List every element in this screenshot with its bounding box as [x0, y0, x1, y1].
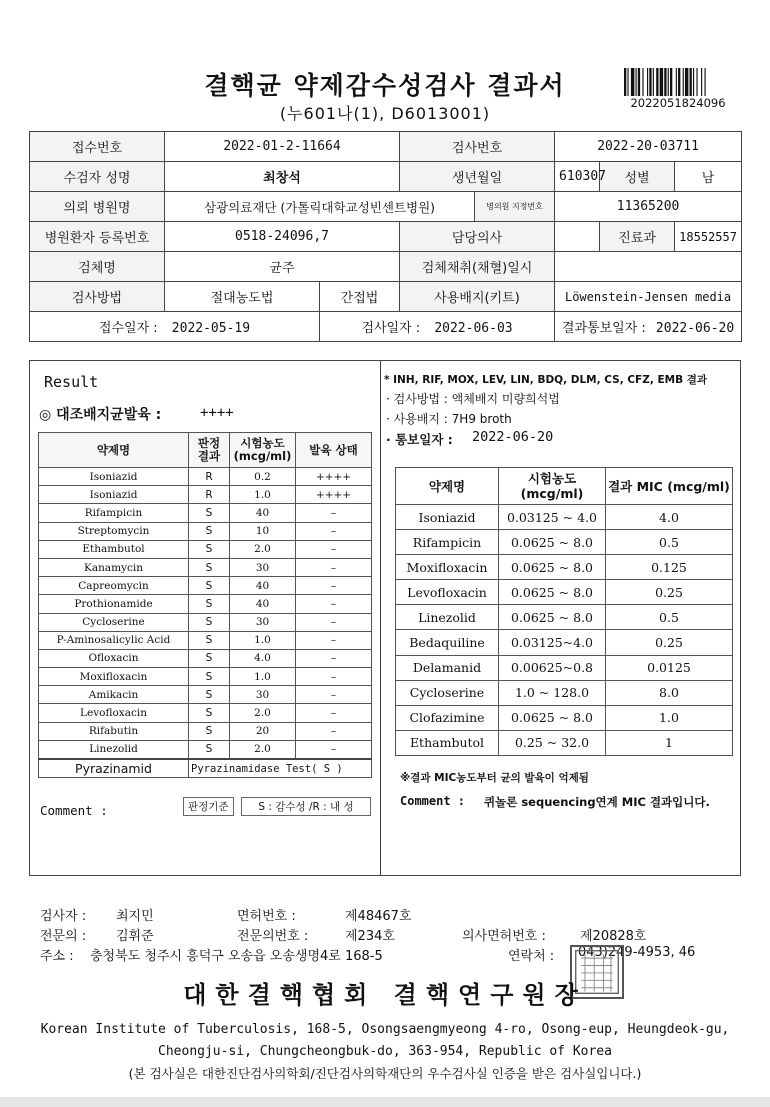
specimen-label: 검체명 [30, 252, 165, 282]
sex-value: 남 [675, 162, 742, 192]
hospital-value: 삼광의료재단 (가톨릭대학교성빈센트병원) [165, 192, 475, 222]
lt-header-row [39, 433, 372, 468]
barcode-image [624, 68, 732, 96]
receipt-no-label: 접수번호 [30, 132, 165, 162]
lt-result: R [189, 486, 230, 504]
lt-result: S [189, 649, 230, 667]
right-comment-label: Comment : [400, 794, 466, 808]
method-value-2: 간접법 [320, 282, 400, 312]
patient-info-table [29, 131, 742, 342]
lt-row [39, 504, 372, 522]
lt-growth: – [296, 686, 372, 704]
lt-drug: Moxifloxacin [39, 668, 189, 686]
lt-conc: 10 [230, 522, 296, 540]
lt-drug: Streptomycin [39, 522, 189, 540]
lt-conc: 1.0 [230, 486, 296, 504]
row-receipt [30, 132, 742, 162]
license-value: 제48467호 [345, 909, 412, 924]
lt-conc: 20 [230, 722, 296, 740]
lt-growth: – [296, 540, 372, 558]
dept-label: 진료과 [600, 222, 675, 252]
rt-drug: Linezolid [396, 605, 499, 630]
lt-result: S [189, 704, 230, 722]
rt-row [396, 580, 733, 605]
lt-conc: 2.0 [230, 740, 296, 759]
lt-drug: Kanamycin [39, 558, 189, 576]
dob-label: 생년월일 [400, 162, 555, 192]
patient-reg-value: 0518-24096,7 [165, 222, 400, 252]
address-value: 충청북도 청주시 흥덕구 오송읍 오송생명4로 168-5 [90, 949, 383, 964]
lt-growth: – [296, 649, 372, 667]
method-label: 검사방법 [30, 282, 165, 312]
lt-growth: ++++ [296, 468, 372, 486]
rt-drug: Isoniazid [396, 505, 499, 530]
doctor-label: 담당의사 [400, 222, 555, 252]
lt-growth: ++++ [296, 486, 372, 504]
lt-col-drug: 약제명 [39, 433, 189, 468]
spec-no-value: 제234호 [345, 929, 395, 944]
lt-drug: P-Aminosalicylic Acid [39, 631, 189, 649]
rt-range: 0.0625 ~ 8.0 [499, 530, 606, 555]
lt-row [39, 540, 372, 558]
lt-row [39, 613, 372, 631]
row-dates [30, 312, 742, 342]
rt-row [396, 505, 733, 530]
lt-result: S [189, 577, 230, 595]
right-comment-text: 퀴놀론 sequencing연계 MIC 결과입니다. [484, 795, 710, 809]
bottom-edge [0, 1097, 770, 1107]
lt-growth: – [296, 704, 372, 722]
rt-range: 0.0625 ~ 8.0 [499, 555, 606, 580]
rt-mic: 4.0 [606, 505, 733, 530]
mic-note: ※결과 MIC농도부터 균의 발육이 억제됨 [400, 772, 589, 784]
rt-drug: Rifampicin [396, 530, 499, 555]
rt-row [396, 605, 733, 630]
receipt-no-value: 2022-01-2-11664 [165, 132, 400, 162]
rt-mic: 0.25 [606, 580, 733, 605]
collect-date-value [555, 252, 742, 282]
lt-row [39, 668, 372, 686]
pza-row [39, 759, 372, 778]
patient-name-value: 최창석 [165, 162, 400, 192]
exam-date-label: 검사일자 : [361, 321, 421, 336]
pza-result: Pyrazinamidase Test( S ) [189, 759, 372, 778]
rt-mic: 0.125 [606, 555, 733, 580]
lt-growth: – [296, 522, 372, 540]
lt-conc: 30 [230, 686, 296, 704]
mic-method: · 검사방법 : 액체배지 미량희석법 [386, 392, 560, 406]
lt-conc: 30 [230, 558, 296, 576]
lt-result: S [189, 522, 230, 540]
test-no-label: 검사번호 [400, 132, 555, 162]
lt-drug: Levofloxacin [39, 704, 189, 722]
sex-label: 성별 [600, 162, 675, 192]
lt-drug: Capreomycin [39, 577, 189, 595]
rt-col-drug: 약제명 [396, 468, 499, 505]
report-date-cell [555, 312, 742, 342]
legend-value: S : 감수성 /R : 내 성 [241, 797, 371, 816]
doctor-value [555, 222, 600, 252]
lt-conc: 0.2 [230, 468, 296, 486]
spec-no-label: 전문의번호 : [237, 929, 309, 944]
rt-drug: Clofazimine [396, 705, 499, 730]
lt-drug: Rifabutin [39, 722, 189, 740]
lt-row [39, 631, 372, 649]
rt-mic: 1 [606, 730, 733, 755]
lt-conc: 40 [230, 504, 296, 522]
contact-value: 043)249-4953, 46 [578, 945, 696, 960]
lt-conc: 1.0 [230, 631, 296, 649]
dob-value: 610307 [555, 162, 600, 192]
rt-mic: 1.0 [606, 705, 733, 730]
pza-drug: Pyrazinamid [39, 759, 189, 778]
lt-conc: 40 [230, 595, 296, 613]
lt-drug: Ofloxacin [39, 649, 189, 667]
test-no-value: 2022-20-03711 [555, 132, 742, 162]
lt-col-conc: 시험농도 (mcg/ml) [230, 433, 296, 468]
hospital-label: 의뢰 병원명 [30, 192, 165, 222]
lt-result: S [189, 613, 230, 631]
result-heading: Result [44, 373, 99, 391]
lt-row [39, 577, 372, 595]
lt-result: S [189, 631, 230, 649]
receive-date-label: 접수일자 : [98, 321, 158, 336]
rt-drug: Cycloserine [396, 680, 499, 705]
lt-result: S [189, 558, 230, 576]
document-code: (누601나(1), D6013001) [279, 104, 491, 123]
lt-growth: – [296, 595, 372, 613]
specialist-label: 전문의 : [40, 929, 87, 944]
hospital-code-label: 병의원 지정번호 [475, 192, 555, 222]
rt-row [396, 655, 733, 680]
rt-range: 0.25 ~ 32.0 [499, 730, 606, 755]
rt-mic: 0.25 [606, 630, 733, 655]
lt-row [39, 595, 372, 613]
hospital-code-value: 11365200 [555, 192, 742, 222]
lt-row [39, 468, 372, 486]
lt-result: S [189, 740, 230, 759]
rt-row [396, 630, 733, 655]
mic-drug-list: * INH, RIF, MOX, LEV, LIN, BDQ, DLM, CS, CFZ, EMB 결과 [384, 374, 708, 386]
specimen-value: 균주 [165, 252, 400, 282]
exam-date-value: 2022-06-03 [434, 321, 513, 336]
organization-name: 대한결핵협회 결핵연구원장 [183, 981, 587, 1009]
mic-notify-date: 2022-06-20 [472, 429, 554, 445]
contact-label: 연락처 : [508, 949, 555, 964]
rt-mic: 0.0125 [606, 655, 733, 680]
lt-growth: – [296, 577, 372, 595]
lt-growth: – [296, 558, 372, 576]
rt-range: 0.0625 ~ 8.0 [499, 705, 606, 730]
doctor-license-value: 제20828호 [580, 929, 647, 944]
row-method [30, 282, 742, 312]
lt-growth: – [296, 631, 372, 649]
report-date-label: 결과통보일자 : [561, 321, 646, 336]
rt-row [396, 680, 733, 705]
rt-range: 0.03125 ~ 4.0 [499, 505, 606, 530]
rt-range: 0.0625 ~ 8.0 [499, 605, 606, 630]
rt-drug: Delamanid [396, 655, 499, 680]
row-hospital [30, 192, 742, 222]
rt-mic: 0.5 [606, 605, 733, 630]
mic-medium: · 사용배지 : 7H9 broth [386, 412, 512, 426]
lt-drug: Isoniazid [39, 468, 189, 486]
lt-growth: – [296, 504, 372, 522]
lt-row [39, 740, 372, 759]
lt-drug: Amikacin [39, 686, 189, 704]
examiner-value: 최지민 [116, 909, 154, 924]
medium-value: Löwenstein-Jensen media [555, 282, 742, 312]
rt-range: 0.03125~4.0 [499, 630, 606, 655]
method-value-1: 절대농도법 [165, 282, 320, 312]
lt-growth: – [296, 613, 372, 631]
rt-row [396, 730, 733, 755]
lt-row [39, 522, 372, 540]
rt-drug: Ethambutol [396, 730, 499, 755]
doctor-license-label: 의사면허번호 : [462, 929, 546, 944]
lt-conc: 2.0 [230, 540, 296, 558]
lt-conc: 4.0 [230, 649, 296, 667]
rt-row [396, 705, 733, 730]
lt-row [39, 558, 372, 576]
row-registration [30, 222, 742, 252]
mic-table [395, 467, 733, 756]
absolute-concentration-table [38, 432, 372, 778]
lt-row [39, 649, 372, 667]
lt-drug: Cycloserine [39, 613, 189, 631]
lt-conc: 2.0 [230, 704, 296, 722]
rt-row [396, 555, 733, 580]
rt-range: 0.0625 ~ 8.0 [499, 580, 606, 605]
row-specimen [30, 252, 742, 282]
lt-drug: Prothionamide [39, 595, 189, 613]
lt-result: S [189, 668, 230, 686]
rt-col-mic: 결과 MIC (mcg/ml) [606, 468, 733, 505]
dept-value: 18552557 [675, 222, 742, 252]
lt-row [39, 486, 372, 504]
lt-result: S [189, 540, 230, 558]
lt-growth: – [296, 722, 372, 740]
rt-drug: Levofloxacin [396, 580, 499, 605]
lt-drug: Isoniazid [39, 486, 189, 504]
medium-label: 사용배지(키트) [400, 282, 555, 312]
lt-col-growth: 발육 상태 [296, 433, 372, 468]
patient-name-label: 수검자 성명 [30, 162, 165, 192]
lt-drug: Ethambutol [39, 540, 189, 558]
left-comment-label: Comment : [40, 803, 108, 818]
lt-col-result: 판정 결과 [189, 433, 230, 468]
lt-result: R [189, 468, 230, 486]
rt-drug: Moxifloxacin [396, 555, 499, 580]
certification-note: (본 검사실은 대한진단검사의학회/진단검사의학재단의 우수검사실 인증을 받은 검사실입니다.) [128, 1066, 642, 1081]
rt-drug: Bedaquiline [396, 630, 499, 655]
legend-label: 판정기준 [183, 797, 234, 816]
lt-conc: 1.0 [230, 668, 296, 686]
lt-growth: – [296, 668, 372, 686]
patient-reg-label: 병원환자 등록번호 [30, 222, 165, 252]
lt-growth: – [296, 740, 372, 759]
lt-result: S [189, 504, 230, 522]
results-divider [380, 360, 381, 876]
barcode-number: 2022051824096 [630, 96, 726, 110]
rt-range: 0.00625~0.8 [499, 655, 606, 680]
row-patient [30, 162, 742, 192]
rt-header-row [396, 468, 733, 505]
lt-result: S [189, 722, 230, 740]
exam-date-cell [320, 312, 555, 342]
license-label: 면허번호 : [237, 909, 296, 924]
english-address-line-2: Cheongju-si, Chungcheongbuk-do, 363-954, Republic of Korea [158, 1044, 612, 1059]
rt-row [396, 530, 733, 555]
english-address-line-1: Korean Institute of Tuberculosis, 168-5, Osongsaengmyeong 4-ro, Osong-eup, Heungdeok-gu, [40, 1022, 730, 1037]
rt-col-range: 시험농도 (mcg/ml) [499, 468, 606, 505]
lt-drug: Rifampicin [39, 504, 189, 522]
rt-range: 1.0 ~ 128.0 [499, 680, 606, 705]
lt-row [39, 686, 372, 704]
colony-value: ++++ [200, 405, 234, 421]
document-title: 결핵균 약제감수성검사 결과서 [204, 71, 566, 100]
lt-result: S [189, 595, 230, 613]
examiner-label: 검사자 : [40, 909, 87, 924]
report-date-value: 2022-06-20 [655, 321, 735, 336]
receive-date-value: 2022-05-19 [171, 321, 251, 336]
lt-conc: 40 [230, 577, 296, 595]
lt-result: S [189, 686, 230, 704]
lt-conc: 30 [230, 613, 296, 631]
mic-notify-label: · 통보일자 : [386, 432, 453, 447]
rt-mic: 0.5 [606, 530, 733, 555]
receive-date-cell [30, 312, 320, 342]
specialist-value: 김휘준 [116, 929, 154, 944]
colony-label: ◎ 대조배지균발육 : [39, 407, 162, 423]
lt-drug: Linezolid [39, 740, 189, 759]
rt-mic: 8.0 [606, 680, 733, 705]
collect-date-label: 검체채취(채혈)일시 [400, 252, 555, 282]
address-label: 주소 : [40, 949, 74, 964]
lt-row [39, 722, 372, 740]
lt-row [39, 704, 372, 722]
